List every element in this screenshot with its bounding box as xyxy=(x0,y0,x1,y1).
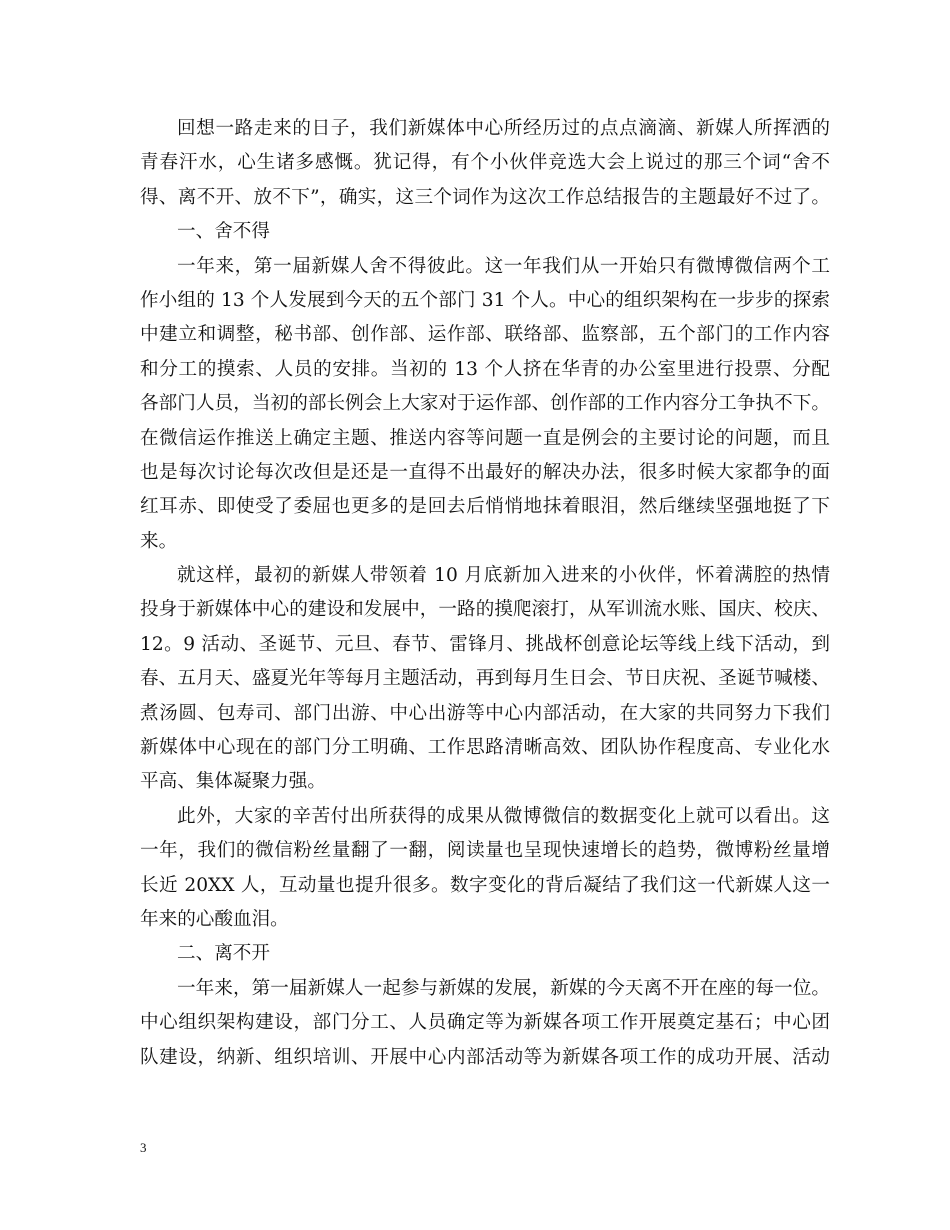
paragraph-line: 来。 xyxy=(140,530,178,552)
paragraph-line: 新媒体中心现在的部门分工明确、工作思路清晰高效、团队协作程度高、专业化水 xyxy=(140,737,830,759)
paragraph-line: 12。9 活动、圣诞节、元旦、春节、雷锋月、挑战杯创意论坛等线上线下活动，到 xyxy=(140,633,830,655)
paragraph-line: 和分工的摸索、人员的安排。当初的 13 个人挤在华青的办公室里进行投票、分配 xyxy=(140,358,830,380)
paragraph-line: 一年来，第一届新媒人一起参与新媒的发展，新媒的今天离不开在座的每一位。 xyxy=(177,977,830,999)
page-number: 3 xyxy=(140,1140,147,1155)
paragraph-line: 投身于新媒体中心的建设和发展中，一路的摸爬滚打，从军训流水账、国庆、校庆、 xyxy=(140,599,830,621)
paragraph-line: 中心组织架构建设，部门分工、人员确定等为新媒各项工作开展奠定基石；中心团 xyxy=(140,1012,830,1034)
paragraph-line: 一年，我们的微信粉丝量翻了一翻，阅读量也呈现快速增长的趋势，微博粉丝量增 xyxy=(140,840,830,862)
paragraph-line: 此外，大家的辛苦付出所获得的成果从微博微信的数据变化上就可以看出。这 xyxy=(177,805,830,827)
paragraph-line: 得、离不开、放不下”，确实，这三个词作为这次工作总结报告的主题最好不过了。 xyxy=(140,186,830,208)
paragraph-line: 中建立和调整，秘书部、创作部、运作部、联络部、监察部，五个部门的工作内容 xyxy=(140,324,830,346)
paragraph-line: 长近 20XX 人，互动量也提升很多。数字变化的背后凝结了我们这一代新媒人这一 xyxy=(140,874,830,896)
paragraph-line: 平高、集体凝聚力强。 xyxy=(140,771,326,793)
paragraph-line: 春、五月天、盛夏光年等每月主题活动，再到每月生日会、节日庆祝、圣诞节喊楼、 xyxy=(140,668,830,690)
paragraph-line: 作小组的 13 个人发展到今天的五个部门 31 个人。中心的组织架构在一步步的探索 xyxy=(140,289,830,311)
section-heading: 一、舍不得 xyxy=(177,221,270,243)
paragraph-line: 回想一路走来的日子，我们新媒体中心所经历过的点点滴滴、新媒人所挥洒的 xyxy=(177,118,830,139)
paragraph-line: 青春汗水，心生诸多感慨。犹记得，有个小伙伴竞选大会上说过的那三个词“舍不 xyxy=(140,152,830,174)
paragraph-line: 队建设，纳新、组织培训、开展中心内部活动等为新媒各项工作的成功开展、活动 xyxy=(140,1046,830,1068)
paragraph-line: 年来的心酸血泪。 xyxy=(140,908,289,930)
paragraph-line: 煮汤圆、包寿司、部门出游、中心出游等中心内部活动，在大家的共同努力下我们 xyxy=(140,702,830,724)
document-body xyxy=(140,112,830,1075)
section-heading: 二、离不开 xyxy=(177,943,270,965)
paragraph-line: 在微信运作推送上确定主题、推送内容等问题一直是例会的主要讨论的问题，而且 xyxy=(140,427,830,449)
paragraph-line: 一年来，第一届新媒人舍不得彼此。这一年我们从一开始只有微博微信两个工 xyxy=(177,255,830,277)
paragraph-line: 就这样，最初的新媒人带领着 10 月底新加入进来的小伙伴，怀着满腔的热情 xyxy=(177,565,830,587)
paragraph-line: 也是每次讨论每次改但是还是一直得不出最好的解决办法，很多时候大家都争的面 xyxy=(140,461,830,483)
paragraph-line: 各部门人员，当初的部长例会上大家对于运作部、创作部的工作内容分工争执不下。 xyxy=(140,393,830,415)
paragraph-line: 红耳赤、即使受了委屈也更多的是回去后悄悄地抹着眼泪，然后继续坚强地挺了下 xyxy=(140,496,830,518)
